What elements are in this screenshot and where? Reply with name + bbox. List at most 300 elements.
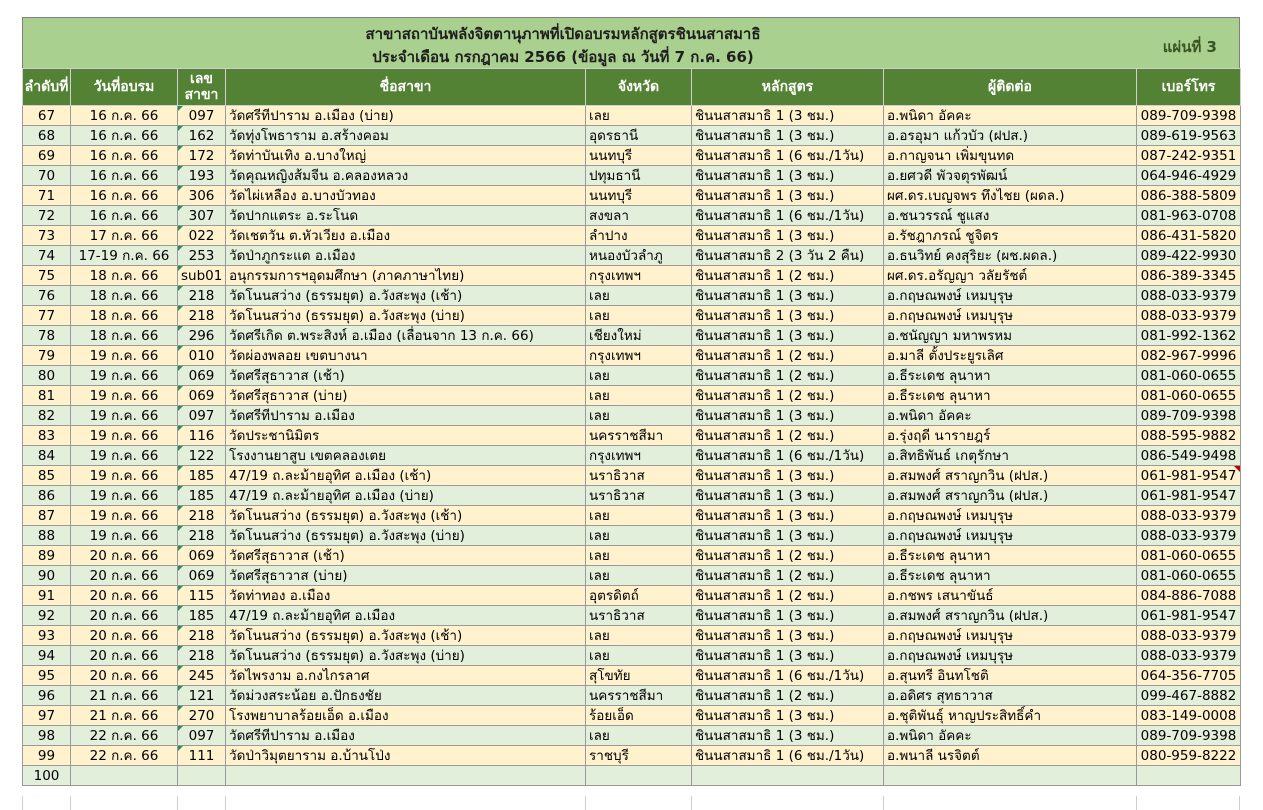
table-row[interactable]	[23, 726, 1241, 746]
cell-contact[interactable]: อ.กชพร เสนาขันธ์	[884, 586, 1137, 606]
cell-branch-name[interactable]: 47/19 ถ.ละม้ายอุทิศ อ.เมือง (เช้า)	[226, 466, 586, 486]
cell-province[interactable]: เลย	[586, 626, 692, 646]
cell-province[interactable]: นครราชสีมา	[586, 686, 692, 706]
cell-contact[interactable]: อ.ธีระเดช ลุนาหา	[884, 566, 1137, 586]
cell-no[interactable]: 98	[23, 726, 71, 746]
cell-date[interactable]: 19 ก.ค. 66	[71, 386, 178, 406]
cell-empty[interactable]	[586, 766, 692, 786]
table-row[interactable]	[23, 386, 1241, 406]
table-row[interactable]	[23, 186, 1241, 206]
cell-date[interactable]: 20 ก.ค. 66	[71, 546, 178, 566]
cell-branch-no[interactable]: 193	[178, 166, 226, 186]
cell-contact[interactable]: อ.กฤษณพงษ์ เหมบุรุษ	[884, 526, 1137, 546]
table-row[interactable]	[23, 646, 1241, 666]
cell-contact[interactable]: ผศ.ดร.เบญจพร ทึงไชย (ผดล.)	[884, 186, 1137, 206]
table-row[interactable]	[23, 566, 1241, 586]
cell-contact[interactable]: อ.สมพงศ์ สราญกวิน (ฝปส.)	[884, 486, 1137, 506]
cell-date[interactable]: 19 ก.ค. 66	[71, 366, 178, 386]
cell-contact[interactable]: อ.พนิดา อัคคะ	[884, 726, 1137, 746]
cell-branch-name[interactable]: วัดโนนสว่าง (ธรรมยุต) อ.วังสะพุง (เช้า)	[226, 286, 586, 306]
cell-no[interactable]: 84	[23, 446, 71, 466]
cell-province[interactable]: หนองบัวลำภู	[586, 246, 692, 266]
cell-contact[interactable]: อ.สุนทรี อินทโชติ	[884, 666, 1137, 686]
cell-phone[interactable]: 088-033-9379	[1137, 626, 1241, 646]
table-row[interactable]	[23, 406, 1241, 426]
cell-phone[interactable]: 061-981-9547	[1137, 466, 1241, 486]
cell-course[interactable]: ชินนสาสมาธิ 1 (2 ชม.)	[692, 386, 884, 406]
cell-no[interactable]: 96	[23, 686, 71, 706]
cell-empty[interactable]	[71, 766, 178, 786]
cell-no[interactable]: 93	[23, 626, 71, 646]
table-row[interactable]	[23, 206, 1241, 226]
cell-branch-name[interactable]: โรงพยาบาลร้อยเอ็ด อ.เมือง	[226, 706, 586, 726]
cell-branch-no[interactable]: 115	[178, 586, 226, 606]
cell-branch-no[interactable]: 218	[178, 526, 226, 546]
cell-phone[interactable]: 088-033-9379	[1137, 526, 1241, 546]
table-row[interactable]	[23, 666, 1241, 686]
cell-no[interactable]: 76	[23, 286, 71, 306]
cell-date[interactable]: 21 ก.ค. 66	[71, 706, 178, 726]
cell-branch-name[interactable]: วัดศรีเกิด ต.พระสิงห์ อ.เมือง (เลื่อนจาก 13 ก.ค. 66)	[226, 326, 586, 346]
table-row[interactable]	[23, 246, 1241, 266]
cell-branch-no[interactable]: 022	[178, 226, 226, 246]
cell-branch-name[interactable]: วัดทุ่งโพธาราม อ.สร้างคอม	[226, 126, 586, 146]
cell-contact[interactable]: อ.ยศวดี พัวจตุรพัฒน์	[884, 166, 1137, 186]
cell-course[interactable]: ชินนสาสมาธิ 1 (2 ชม.)	[692, 586, 884, 606]
cell-branch-name[interactable]: วัดศรีทีปาราม อ.เมือง	[226, 406, 586, 426]
table-row[interactable]	[23, 486, 1241, 506]
cell-no[interactable]: 70	[23, 166, 71, 186]
cell-course[interactable]: ชินนสาสมาธิ 1 (3 ชม.)	[692, 526, 884, 546]
table-row[interactable]	[23, 286, 1241, 306]
table-row[interactable]	[23, 706, 1241, 726]
table-row[interactable]	[23, 586, 1241, 606]
cell-province[interactable]: นนทบุรี	[586, 146, 692, 166]
cell-contact[interactable]: อ.ธีระเดช ลุนาหา	[884, 546, 1137, 566]
cell-phone[interactable]: 081-060-0655	[1137, 366, 1241, 386]
cell-phone[interactable]: 082-967-9996	[1137, 346, 1241, 366]
cell-contact[interactable]: อ.รัชฎาภรณ์ ชูจิตร	[884, 226, 1137, 246]
cell-phone[interactable]: 061-981-9547	[1137, 486, 1241, 506]
cell-date[interactable]: 19 ก.ค. 66	[71, 466, 178, 486]
table-row[interactable]	[23, 546, 1241, 566]
cell-province[interactable]: เลย	[586, 286, 692, 306]
col-header-branch-name[interactable]: ชื่อสาขา	[226, 69, 586, 106]
cell-course[interactable]: ชินนสาสมาธิ 1 (3 ชม.)	[692, 226, 884, 246]
cell-branch-name[interactable]: วัดป่าวิมุตยาราม อ.บ้านโป่ง	[226, 746, 586, 766]
cell-empty[interactable]	[884, 766, 1137, 786]
cell-phone[interactable]: 080-959-8222	[1137, 746, 1241, 766]
cell-branch-no[interactable]: 122	[178, 446, 226, 466]
cell-branch-no[interactable]: 097	[178, 106, 226, 126]
table-row[interactable]	[23, 126, 1241, 146]
cell-phone[interactable]: 083-149-0008	[1137, 706, 1241, 726]
cell-branch-no[interactable]: 218	[178, 306, 226, 326]
cell-contact[interactable]: อ.ธนวิทย์ คงสุริยะ (ผช.ผดล.)	[884, 246, 1137, 266]
table-row[interactable]	[23, 426, 1241, 446]
cell-no[interactable]: 92	[23, 606, 71, 626]
cell-no[interactable]: 95	[23, 666, 71, 686]
col-header-branch-no[interactable]: เลขสาขา	[178, 69, 226, 106]
cell-date[interactable]: 20 ก.ค. 66	[71, 566, 178, 586]
cell-branch-name[interactable]: วัดศรีสุธาวาส (เช้า)	[226, 546, 586, 566]
cell-no[interactable]: 82	[23, 406, 71, 426]
cell-course[interactable]: ชินนสาสมาธิ 1 (6 ชม./1วัน)	[692, 146, 884, 166]
cell-date[interactable]: 22 ก.ค. 66	[71, 746, 178, 766]
cell-phone[interactable]: 081-963-0708	[1137, 206, 1241, 226]
cell-date[interactable]: 19 ก.ค. 66	[71, 486, 178, 506]
cell-province[interactable]: กรุงเทพฯ	[586, 446, 692, 466]
cell-province[interactable]: เชียงใหม่	[586, 326, 692, 346]
cell-course[interactable]: ชินนสาสมาธิ 1 (6 ชม./1วัน)	[692, 746, 884, 766]
table-row[interactable]	[23, 686, 1241, 706]
cell-contact[interactable]: อ.ชุติพันธุ์ หาญประสิทธิ์คำ	[884, 706, 1137, 726]
table-row[interactable]	[23, 366, 1241, 386]
cell-branch-name[interactable]: วัดท่าบันเทิง อ.บางใหญ่	[226, 146, 586, 166]
cell-branch-no[interactable]: 296	[178, 326, 226, 346]
cell-empty[interactable]	[226, 766, 586, 786]
cell-phone[interactable]: 081-060-0655	[1137, 546, 1241, 566]
cell-province[interactable]: เลย	[586, 506, 692, 526]
cell-phone[interactable]: 061-981-9547	[1137, 606, 1241, 626]
cell-no[interactable]: 83	[23, 426, 71, 446]
cell-branch-name[interactable]: วัดไพรงาม อ.กงไกรลาศ	[226, 666, 586, 686]
cell-course[interactable]: ชินนสาสมาธิ 1 (3 ชม.)	[692, 326, 884, 346]
cell-course[interactable]: ชินนสาสมาธิ 1 (6 ชม./1วัน)	[692, 206, 884, 226]
cell-branch-no[interactable]: 172	[178, 146, 226, 166]
cell-province[interactable]: ร้อยเอ็ด	[586, 706, 692, 726]
cell-province[interactable]: เลย	[586, 566, 692, 586]
cell-province[interactable]: สงขลา	[586, 206, 692, 226]
cell-phone[interactable]: 089-422-9930	[1137, 246, 1241, 266]
cell-phone[interactable]: 086-388-5809	[1137, 186, 1241, 206]
cell-branch-name[interactable]: วัดโนนสว่าง (ธรรมยุต) อ.วังสะพุง (บ่าย)	[226, 646, 586, 666]
col-header-no[interactable]: ลำดับที่	[23, 69, 71, 106]
table-row[interactable]	[23, 146, 1241, 166]
cell-contact[interactable]: อ.สมพงศ์ สราญกวิน (ฝปส.)	[884, 466, 1137, 486]
cell-course[interactable]: ชินนสาสมาธิ 1 (3 ชม.)	[692, 726, 884, 746]
cell-phone[interactable]: 086-549-9498	[1137, 446, 1241, 466]
cell-branch-name[interactable]: วัดผ่องพลอย เขตบางนา	[226, 346, 586, 366]
cell-province[interactable]: ลำปาง	[586, 226, 692, 246]
cell-province[interactable]: อุตรดิตถ์	[586, 586, 692, 606]
cell-contact[interactable]: ผศ.ดร.อรัญญา วลัยรัชต์	[884, 266, 1137, 286]
cell-date[interactable]: 17-19 ก.ค. 66	[71, 246, 178, 266]
cell-course[interactable]: ชินนสาสมาธิ 1 (2 ชม.)	[692, 266, 884, 286]
cell-empty[interactable]	[1137, 766, 1241, 786]
cell-branch-name[interactable]: วัดท่าทอง อ.เมือง	[226, 586, 586, 606]
cell-course[interactable]: ชินนสาสมาธิ 1 (3 ชม.)	[692, 626, 884, 646]
cell-branch-no[interactable]: 185	[178, 486, 226, 506]
cell-no[interactable]: 73	[23, 226, 71, 246]
table-row[interactable]	[23, 306, 1241, 326]
cell-empty[interactable]	[692, 766, 884, 786]
cell-contact[interactable]: อ.กฤษณพงษ์ เหมบุรุษ	[884, 626, 1137, 646]
cell-date[interactable]: 16 ก.ค. 66	[71, 146, 178, 166]
cell-contact[interactable]: อ.พนิดา อัคคะ	[884, 406, 1137, 426]
cell-province[interactable]: เลย	[586, 646, 692, 666]
cell-course[interactable]: ชินนสาสมาธิ 1 (2 ชม.)	[692, 686, 884, 706]
cell-no[interactable]: 86	[23, 486, 71, 506]
table-row[interactable]	[23, 226, 1241, 246]
cell-branch-name[interactable]: วัดไผ่เหลือง อ.บางบัวทอง	[226, 186, 586, 206]
cell-branch-no[interactable]: 270	[178, 706, 226, 726]
cell-province[interactable]: เลย	[586, 526, 692, 546]
cell-branch-no[interactable]: 218	[178, 646, 226, 666]
cell-contact[interactable]: อ.ธีระเดช ลุนาหา	[884, 366, 1137, 386]
cell-date[interactable]: 18 ก.ค. 66	[71, 326, 178, 346]
cell-phone[interactable]: 081-992-1362	[1137, 326, 1241, 346]
table-row[interactable]	[23, 526, 1241, 546]
cell-course[interactable]: ชินนสาสมาธิ 1 (3 ชม.)	[692, 706, 884, 726]
cell-contact[interactable]: อ.อรอุมา แก้วบัว (ฝปส.)	[884, 126, 1137, 146]
cell-branch-no[interactable]: 185	[178, 466, 226, 486]
cell-contact[interactable]: อ.มาลี ตั้งประยูรเลิศ	[884, 346, 1137, 366]
cell-course[interactable]: ชินนสาสมาธิ 1 (2 ชม.)	[692, 366, 884, 386]
table-row[interactable]	[23, 166, 1241, 186]
cell-branch-name[interactable]: วัดโนนสว่าง (ธรรมยุต) อ.วังสะพุง (บ่าย)	[226, 526, 586, 546]
col-header-contact[interactable]: ผู้ติดต่อ	[884, 69, 1137, 106]
cell-date[interactable]: 19 ก.ค. 66	[71, 406, 178, 426]
table-row[interactable]	[23, 466, 1241, 486]
cell-contact[interactable]: อ.กฤษณพงษ์ เหมบุรุษ	[884, 306, 1137, 326]
cell-date[interactable]: 16 ก.ค. 66	[71, 126, 178, 146]
cell-branch-no[interactable]: 116	[178, 426, 226, 446]
cell-phone[interactable]: 084-886-7088	[1137, 586, 1241, 606]
cell-branch-name[interactable]: โรงงานยาสูบ เขตคลองเตย	[226, 446, 586, 466]
cell-course[interactable]: ชินนสาสมาธิ 1 (3 ชม.)	[692, 406, 884, 426]
cell-province[interactable]: เลย	[586, 726, 692, 746]
cell-course[interactable]: ชินนสาสมาธิ 1 (2 ชม.)	[692, 346, 884, 366]
cell-province[interactable]: นราธิวาส	[586, 466, 692, 486]
cell-phone[interactable]: 087-242-9351	[1137, 146, 1241, 166]
cell-date[interactable]: 21 ก.ค. 66	[71, 686, 178, 706]
cell-date[interactable]: 16 ก.ค. 66	[71, 106, 178, 126]
cell-branch-name[interactable]: วัดศรีสุธาวาส (บ่าย)	[226, 566, 586, 586]
cell-branch-no[interactable]: 121	[178, 686, 226, 706]
cell-branch-name[interactable]: 47/19 ถ.ละม้ายอุทิศ อ.เมือง	[226, 606, 586, 626]
cell-branch-no[interactable]: 111	[178, 746, 226, 766]
table-row[interactable]	[23, 446, 1241, 466]
cell-phone[interactable]: 088-033-9379	[1137, 306, 1241, 326]
col-header-course[interactable]: หลักสูตร	[692, 69, 884, 106]
cell-province[interactable]: เลย	[586, 306, 692, 326]
table-row[interactable]	[23, 606, 1241, 626]
cell-branch-no[interactable]: 069	[178, 566, 226, 586]
cell-branch-no[interactable]: 218	[178, 626, 226, 646]
cell-branch-no[interactable]: 069	[178, 386, 226, 406]
cell-date[interactable]: 20 ก.ค. 66	[71, 626, 178, 646]
cell-phone[interactable]: 088-033-9379	[1137, 286, 1241, 306]
cell-province[interactable]: เลย	[586, 366, 692, 386]
cell-province[interactable]: นครราชสีมา	[586, 426, 692, 446]
cell-contact[interactable]: อ.พนิดา อัคคะ	[884, 106, 1137, 126]
cell-date[interactable]: 16 ก.ค. 66	[71, 186, 178, 206]
cell-province[interactable]: เลย	[586, 106, 692, 126]
cell-branch-name[interactable]: วัดม่วงสระน้อย อ.ปักธงชัย	[226, 686, 586, 706]
cell-branch-name[interactable]: วัดประชานิมิตร	[226, 426, 586, 446]
cell-branch-no[interactable]: 010	[178, 346, 226, 366]
cell-branch-name[interactable]: วัดเชตวัน ต.หัวเวียง อ.เมือง	[226, 226, 586, 246]
cell-date[interactable]: 18 ก.ค. 66	[71, 306, 178, 326]
cell-phone[interactable]: 089-709-9398	[1137, 406, 1241, 426]
cell-no[interactable]: 79	[23, 346, 71, 366]
cell-province[interactable]: กรุงเทพฯ	[586, 346, 692, 366]
table-row[interactable]	[23, 266, 1241, 286]
cell-course[interactable]: ชินนสาสมาธิ 2 (3 วัน 2 คืน)	[692, 246, 884, 266]
cell-branch-no[interactable]: 162	[178, 126, 226, 146]
cell-province[interactable]: อุดรธานี	[586, 126, 692, 146]
cell-date[interactable]: 20 ก.ค. 66	[71, 586, 178, 606]
cell-province[interactable]: สุโขทัย	[586, 666, 692, 686]
table-row[interactable]	[23, 506, 1241, 526]
cell-course[interactable]: ชินนสาสมาธิ 1 (3 ชม.)	[692, 606, 884, 626]
cell-date[interactable]: 19 ก.ค. 66	[71, 526, 178, 546]
cell-no[interactable]: 100	[23, 766, 71, 786]
cell-no[interactable]: 87	[23, 506, 71, 526]
cell-date[interactable]: 16 ก.ค. 66	[71, 206, 178, 226]
cell-phone[interactable]: 088-033-9379	[1137, 646, 1241, 666]
cell-branch-no[interactable]: 185	[178, 606, 226, 626]
cell-branch-name[interactable]: วัดโนนสว่าง (ธรรมยุต) อ.วังสะพุง (เช้า)	[226, 506, 586, 526]
cell-province[interactable]: ราชบุรี	[586, 746, 692, 766]
cell-contact[interactable]: อ.อดิศร สุทธาวาส	[884, 686, 1137, 706]
cell-province[interactable]: เลย	[586, 406, 692, 426]
table-row[interactable]	[23, 326, 1241, 346]
cell-date[interactable]: 20 ก.ค. 66	[71, 646, 178, 666]
cell-no[interactable]: 75	[23, 266, 71, 286]
cell-branch-name[interactable]: อนุกรรมการฯอุดมศึกษา (ภาคภาษาไทย)	[226, 266, 586, 286]
cell-contact[interactable]: อ.กฤษณพงษ์ เหมบุรุษ	[884, 646, 1137, 666]
cell-branch-no[interactable]: 306	[178, 186, 226, 206]
cell-no[interactable]: 88	[23, 526, 71, 546]
cell-course[interactable]: ชินนสาสมาธิ 1 (6 ชม./1วัน)	[692, 666, 884, 686]
cell-date[interactable]: 18 ก.ค. 66	[71, 266, 178, 286]
cell-date[interactable]: 18 ก.ค. 66	[71, 286, 178, 306]
cell-branch-name[interactable]: วัดศรีทีปาราม อ.เมือง (บ่าย)	[226, 106, 586, 126]
cell-no[interactable]: 80	[23, 366, 71, 386]
cell-no[interactable]: 99	[23, 746, 71, 766]
cell-phone[interactable]: 089-619-9563	[1137, 126, 1241, 146]
cell-no[interactable]: 68	[23, 126, 71, 146]
cell-course[interactable]: ชินนสาสมาธิ 1 (6 ชม./1วัน)	[692, 446, 884, 466]
cell-course[interactable]: ชินนสาสมาธิ 1 (3 ชม.)	[692, 106, 884, 126]
col-header-date[interactable]: วันที่อบรม	[71, 69, 178, 106]
cell-no[interactable]: 85	[23, 466, 71, 486]
cell-phone[interactable]: 086-389-3345	[1137, 266, 1241, 286]
cell-province[interactable]: เลย	[586, 546, 692, 566]
cell-no[interactable]: 94	[23, 646, 71, 666]
cell-date[interactable]: 22 ก.ค. 66	[71, 726, 178, 746]
cell-course[interactable]: ชินนสาสมาธิ 1 (3 ชม.)	[692, 466, 884, 486]
cell-course[interactable]: ชินนสาสมาธิ 1 (3 ชม.)	[692, 306, 884, 326]
cell-date[interactable]: 20 ก.ค. 66	[71, 666, 178, 686]
cell-branch-name[interactable]: 47/19 ถ.ละม้ายอุทิศ อ.เมือง (บ่าย)	[226, 486, 586, 506]
cell-date[interactable]: 19 ก.ค. 66	[71, 426, 178, 446]
cell-province[interactable]: เลย	[586, 386, 692, 406]
cell-course[interactable]: ชินนสาสมาธิ 1 (3 ชม.)	[692, 506, 884, 526]
cell-province[interactable]: กรุงเทพฯ	[586, 266, 692, 286]
cell-phone[interactable]: 064-946-4929	[1137, 166, 1241, 186]
table-row[interactable]	[23, 626, 1241, 646]
cell-course[interactable]: ชินนสาสมาธิ 1 (2 ชม.)	[692, 426, 884, 446]
cell-date[interactable]: 16 ก.ค. 66	[71, 166, 178, 186]
cell-no[interactable]: 81	[23, 386, 71, 406]
cell-course[interactable]: ชินนสาสมาธิ 1 (3 ชม.)	[692, 286, 884, 306]
cell-branch-no[interactable]: 069	[178, 366, 226, 386]
cell-branch-no[interactable]: 069	[178, 546, 226, 566]
cell-no[interactable]: 90	[23, 566, 71, 586]
cell-phone[interactable]: 088-033-9379	[1137, 506, 1241, 526]
cell-phone[interactable]: 081-060-0655	[1137, 566, 1241, 586]
cell-phone[interactable]: 099-467-8882	[1137, 686, 1241, 706]
cell-contact[interactable]: อ.พนาลี นรจิตต์	[884, 746, 1137, 766]
cell-contact[interactable]: อ.กฤษณพงษ์ เหมบุรุษ	[884, 506, 1137, 526]
cell-branch-no[interactable]: 097	[178, 726, 226, 746]
col-header-province[interactable]: จังหวัด	[586, 69, 692, 106]
cell-contact[interactable]: อ.ชนวรรณ์ ชูแสง	[884, 206, 1137, 226]
cell-branch-name[interactable]: วัดศรีสุธาวาส (บ่าย)	[226, 386, 586, 406]
col-header-phone[interactable]: เบอร์โทร	[1137, 69, 1241, 106]
cell-no[interactable]: 67	[23, 106, 71, 126]
cell-no[interactable]: 91	[23, 586, 71, 606]
cell-contact[interactable]: อ.สมพงศ์ สราญกวิน (ฝปส.)	[884, 606, 1137, 626]
cell-no[interactable]: 69	[23, 146, 71, 166]
cell-course[interactable]: ชินนสาสมาธิ 1 (3 ชม.)	[692, 486, 884, 506]
cell-branch-name[interactable]: วัดโนนสว่าง (ธรรมยุต) อ.วังสะพุง (เช้า)	[226, 626, 586, 646]
cell-no[interactable]: 97	[23, 706, 71, 726]
cell-date[interactable]: 17 ก.ค. 66	[71, 226, 178, 246]
cell-contact[interactable]: อ.ชนัญญา มหาพรหม	[884, 326, 1137, 346]
cell-branch-no[interactable]: 245	[178, 666, 226, 686]
cell-course[interactable]: ชินนสาสมาธิ 1 (3 ชม.)	[692, 646, 884, 666]
cell-course[interactable]: ชินนสาสมาธิ 1 (3 ชม.)	[692, 126, 884, 146]
cell-branch-no[interactable]: 218	[178, 286, 226, 306]
cell-phone[interactable]: 088-595-9882	[1137, 426, 1241, 446]
table-row[interactable]	[23, 106, 1241, 126]
cell-no[interactable]: 74	[23, 246, 71, 266]
table-row-empty[interactable]	[23, 766, 1241, 786]
cell-branch-name[interactable]: วัดโนนสว่าง (ธรรมยุต) อ.วังสะพุง (บ่าย)	[226, 306, 586, 326]
cell-no[interactable]: 71	[23, 186, 71, 206]
table-row[interactable]	[23, 746, 1241, 766]
cell-course[interactable]: ชินนสาสมาธิ 1 (2 ชม.)	[692, 566, 884, 586]
cell-phone[interactable]: 086-431-5820	[1137, 226, 1241, 246]
cell-date[interactable]: 19 ก.ค. 66	[71, 346, 178, 366]
cell-no[interactable]: 77	[23, 306, 71, 326]
cell-contact[interactable]: อ.สิทธิพันธ์ เกตุรักษา	[884, 446, 1137, 466]
cell-phone[interactable]: 064-356-7705	[1137, 666, 1241, 686]
cell-contact[interactable]: อ.กฤษณพงษ์ เหมบุรุษ	[884, 286, 1137, 306]
cell-empty[interactable]	[178, 766, 226, 786]
cell-phone[interactable]: 081-060-0655	[1137, 386, 1241, 406]
cell-phone[interactable]: 089-709-9398	[1137, 726, 1241, 746]
cell-province[interactable]: ปทุมธานี	[586, 166, 692, 186]
cell-course[interactable]: ชินนสาสมาธิ 1 (3 ชม.)	[692, 166, 884, 186]
cell-course[interactable]: ชินนสาสมาธิ 1 (2 ชม.)	[692, 546, 884, 566]
cell-branch-name[interactable]: วัดป่าภูกระแต อ.เมือง	[226, 246, 586, 266]
cell-contact[interactable]: อ.รุ่งฤดี นารายฎร์	[884, 426, 1137, 446]
cell-province[interactable]: นราธิวาส	[586, 606, 692, 626]
cell-contact[interactable]: อ.ธีระเดช ลุนาหา	[884, 386, 1137, 406]
cell-date[interactable]: 19 ก.ค. 66	[71, 506, 178, 526]
cell-branch-no[interactable]: 253	[178, 246, 226, 266]
cell-province[interactable]: นนทบุรี	[586, 186, 692, 206]
cell-contact[interactable]: อ.กาญจนา เพิ่มขุนทด	[884, 146, 1137, 166]
cell-branch-no[interactable]: 097	[178, 406, 226, 426]
cell-date[interactable]: 20 ก.ค. 66	[71, 606, 178, 626]
cell-branch-no[interactable]: 218	[178, 506, 226, 526]
